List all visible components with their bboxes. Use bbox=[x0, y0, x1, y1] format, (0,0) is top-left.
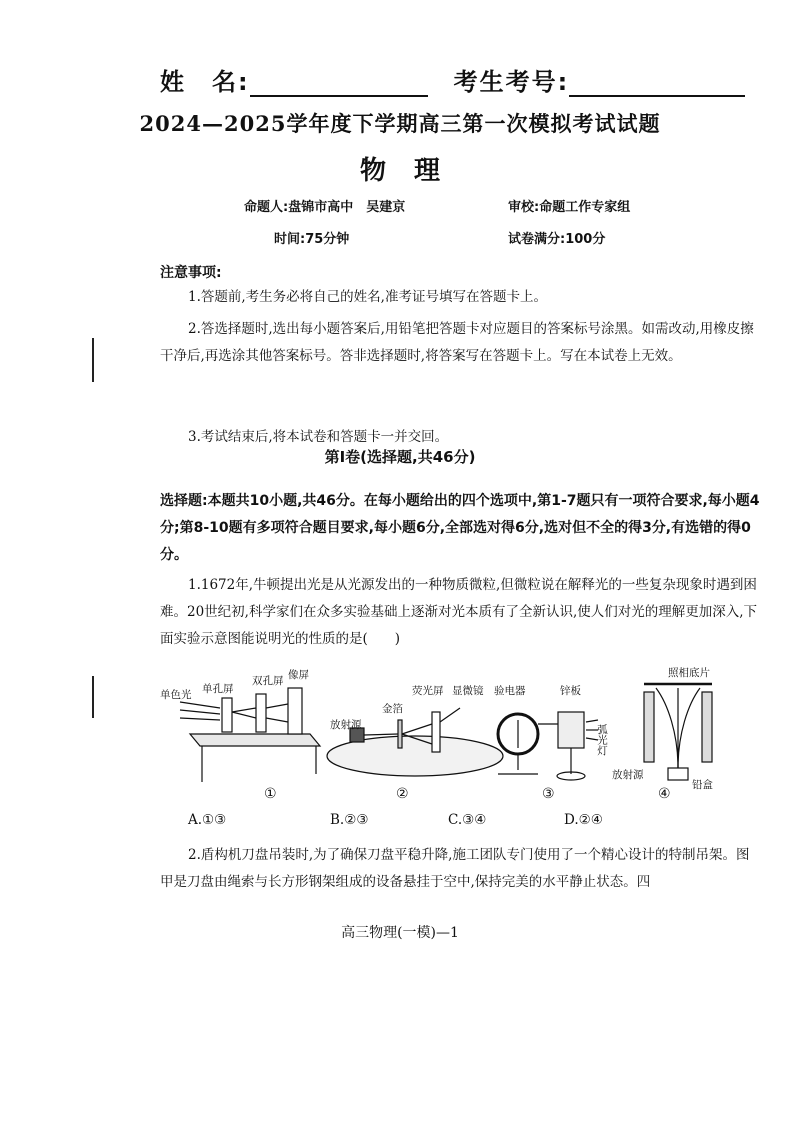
section-instructions: 选择题:本题共10小题,共46分。在每小题给出的四个选项中,第1-7题只有一项符合要求,每小题4分;第8-10题有多项符合题目要求,每小题6分,全部选对得6分,选对但不全的得3分,有选错的得0分。 bbox=[160, 493, 760, 563]
student-info-header bbox=[160, 62, 745, 97]
margin-mark bbox=[92, 338, 94, 382]
option-c[interactable]: C.③④ bbox=[448, 812, 487, 828]
question-2-text: 2.盾构机刀盘吊装时,为了确保刀盘平稳升降,施工团队专门使用了一个精心设计的特制吊架。图甲是刀盘由绳索与长方形钢架组成的设备悬挂于空中,保持完美的水平静止状态。四 bbox=[160, 847, 750, 890]
label-film: 照相底片 bbox=[668, 667, 710, 679]
question-1-text: 1.1672年,牛顿提出光是从光源发出的一种物质微粒,但微粒说在解释光的一些复杂现象时遇到困难。20世纪初,科学家们在众多实验基础上逐渐对光本质有了全新认识,使人们对光的理解更加深入,下面实验示意图能说明光的性质的是( ) bbox=[160, 577, 758, 647]
note-item-1: 1.答题前,考生务必将自己的姓名,准考证号填写在答题卡上。 bbox=[188, 289, 547, 305]
author-info: 命题人:盘锦市高中 吴建京 bbox=[244, 200, 406, 215]
option-a[interactable]: A.①③ bbox=[188, 812, 227, 828]
question-1-figure bbox=[160, 664, 760, 804]
note-item-2: 2.答选择题时,选出每小题答案后,用铅笔把答题卡对应题目的答案标号涂黑。如需改动,用橡皮擦干净后,再选涂其他答案标号。答非选择题时,将答案写在答题卡上。写在本试卷上无效。 bbox=[160, 321, 754, 364]
figure-photoelectric bbox=[498, 712, 598, 780]
exam-title: 2024—2025学年度下学期高三第一次模拟考试试题 bbox=[139, 111, 661, 136]
figure-number-1: ① bbox=[264, 786, 277, 802]
figure-double-slit bbox=[180, 688, 320, 782]
label-electroscope: 验电器 bbox=[494, 685, 526, 697]
section-title: 第I卷(选择题,共46分) bbox=[324, 448, 476, 466]
page-footer: 高三物理(一模)—1 bbox=[341, 925, 459, 941]
option-d[interactable]: D.②④ bbox=[564, 812, 603, 828]
label-lead-box: 铅盒 bbox=[692, 779, 713, 791]
label-screen: 像屏 bbox=[288, 669, 309, 681]
figure-radiation bbox=[644, 684, 712, 780]
notes-heading: 注意事项: bbox=[160, 265, 222, 281]
figure-number-4: ④ bbox=[658, 786, 671, 802]
label-double-slit: 双孔屏 bbox=[252, 675, 284, 687]
name-label: 姓 名: bbox=[160, 68, 250, 96]
option-b[interactable]: B.②③ bbox=[330, 812, 369, 828]
label-source-2: 放射源 bbox=[612, 769, 644, 781]
figure-number-3: ③ bbox=[542, 786, 555, 802]
label-source: 放射源 bbox=[330, 719, 362, 731]
label-microscope: 显微镜 bbox=[452, 685, 484, 697]
exam-id-label: 考生考号: bbox=[453, 68, 570, 96]
name-field[interactable] bbox=[250, 73, 428, 97]
label-fluorescent: 荧光屏 bbox=[412, 685, 444, 697]
note-item-3: 3.考试结束后,将本试卷和答题卡一并交回。 bbox=[188, 429, 449, 445]
score-info: 试卷满分:100分 bbox=[508, 232, 606, 247]
subject-title: 物理 bbox=[359, 156, 468, 186]
label-gold-foil: 金箔 bbox=[382, 703, 403, 715]
figure-number-2: ② bbox=[396, 786, 409, 802]
reviewer-info: 审校:命题工作专家组 bbox=[508, 200, 631, 215]
exam-id-field[interactable] bbox=[569, 73, 745, 97]
time-info: 时间:75分钟 bbox=[274, 232, 350, 247]
label-single-slit: 单孔屏 bbox=[202, 683, 234, 695]
label-zinc-plate: 锌板 bbox=[560, 685, 581, 697]
label-light: 单色光 bbox=[160, 689, 192, 701]
margin-mark bbox=[92, 676, 94, 718]
label-arc-lamp: 弧光灯 bbox=[596, 724, 608, 756]
